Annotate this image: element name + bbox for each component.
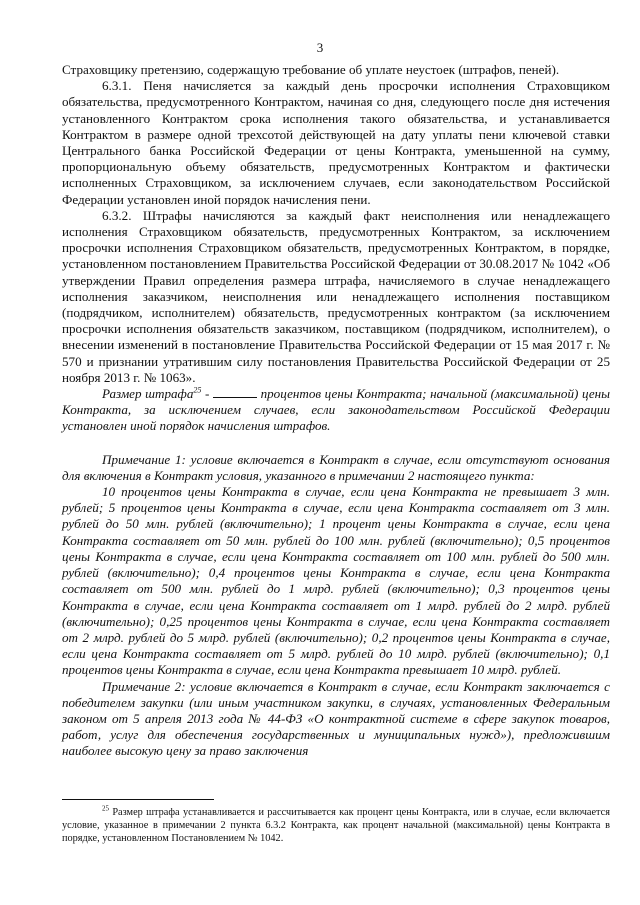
note-1-percentages: 10 процентов цены Контракта в случае, если цена Контракта не превышает 3 млн. рублей; 5 процентов цены Контракта в случае, если цена Контракта составляет от 3 млн. рублей до 50 млн. рублей (включительно); 1 процент цены Контракта в случае, если цена Контракта составляет от 50 млн. рублей до 100 млн. рублей (включительно); 0,5 процентов цены Контракта в случае, если цена Контракта составляет от 100 млн. рублей до 500 млн. рублей (включительно); 0,4 процентов цены Контракта в случае, если цена Контракта составляет от 500 млн. рублей до 1 млрд. рублей (включительно); 0,3 процентов цены Контракта в случае, если цена Контракта составляет от 1 млрд. рублей до 2 млрд. рублей (включительно); 0,25 процентов цены Контракта в случае, если цена Контракта составляет от 2 млрд. рублей до 5 млрд. рублей (включительно); 0,2 процентов цены Контракта в случае, если цена Контракта составляет от 5 млрд. рублей до 10 млрд. рублей (включительно); 0,1 процентов цены Контракта в случае, если цена Контракта превышает 10 млрд. рублей. xyxy=(62,484,610,678)
footnote-number: 25 xyxy=(102,804,109,813)
note-2: Примечание 2: условие включается в Контракт в случае, если Контракт заключается с победителем закупки (или иным участником закупки, в случаях, установленных Федеральным законом от 5 апреля 2013 года № 44-ФЗ «О контрактной системе в сфере закупок товаров, работ, услуг для обеспечения государственных и муниципальных нужд»), предложившим наиболее высокую цену за право заключения xyxy=(62,678,610,759)
intro-line: Страховщику претензию, содержащую требование об уплате неустоек (штрафов, пеней). xyxy=(62,62,560,77)
penalty-size-label: Размер штрафа xyxy=(102,386,194,402)
penalty-size-dash: - xyxy=(205,386,210,402)
paragraph-gap xyxy=(62,435,610,452)
footnote-reference[interactable]: 25 xyxy=(193,385,202,395)
document-body xyxy=(62,62,610,760)
footnote-divider xyxy=(62,799,214,800)
footnote-text: Размер штрафа устанавливается и рассчитывается как процент цены Контракта, или в случае, если включается условие, указанное в примечании 2 пункта 6.3.2 Контракта, как процент начальной (максимальной) цены Контракта в порядке, установленном Постановлением № 1042. xyxy=(62,807,610,844)
penalty-size-blank xyxy=(213,386,257,398)
footnote xyxy=(62,806,610,845)
clause-6-3-2: 6.3.2. Штрафы начисляются за каждый факт неисполнения или ненадлежащего исполнения Страховщиком обязательств, предусмотренных Контрактом, за исключением просрочки исполнения Страховщиком обязательств, предусмотренных Контрактом, в порядке, установленном постановлением Правительства Российской Федерации от 30.08.2017 № 1042 «Об утверждении Правил определения размера штрафа, начисляемого в случае ненадлежащего исполнения заказчиком, неисполнения или ненадлежащего исполнения поставщиком (подрядчиком, исполнителем) обязательств, предусмотренных контрактом (за исключением просрочки исполнения обязательств заказчиком, поставщиком (подрядчиком, исполнителем), о внесении изменений в постановление Правительства Российской Федерации от 15 мая 2017 г. № 570 и признании утратившим силу постановления Правительства Российской Федерации от 25 ноября 2013 г. № 1063». xyxy=(62,207,610,385)
page-number: 3 xyxy=(316,40,324,55)
penalty-size-text: процентов цены Контракта; начальной (максимальной) цены Контракта, за исключением случаев, если законодательством Российской Федерации установлен иной порядок начисления штрафов. xyxy=(62,386,611,434)
clause-6-3-1: 6.3.1. Пеня начисляется за каждый день просрочки исполнения Страховщиком обязательства, предусмотренного Контрактом, начиная со дня, следующего после дня истечения установленного Контрактом срока исполнения такого обязательства, и устанавливается Контрактом в размере одной трехсотой действующей на дату уплаты пени ключевой ставки Центрального банка Российской Федерации от цены Контракта, уменьшенной на сумму, пропорциональную объему обязательств, предусмотренных Контрактом и фактически исполненных Страховщиком, за исключением случаев, если законодательством Российской Федерации установлен иной порядок начисления пени. xyxy=(62,78,610,207)
note-1: Примечание 1: условие включается в Контракт в случае, если отсутствуют основания для включения в Контракт условия, указанного в примечании 2 настоящего пункта: xyxy=(62,451,610,483)
penalty-size-paragraph xyxy=(62,386,610,435)
